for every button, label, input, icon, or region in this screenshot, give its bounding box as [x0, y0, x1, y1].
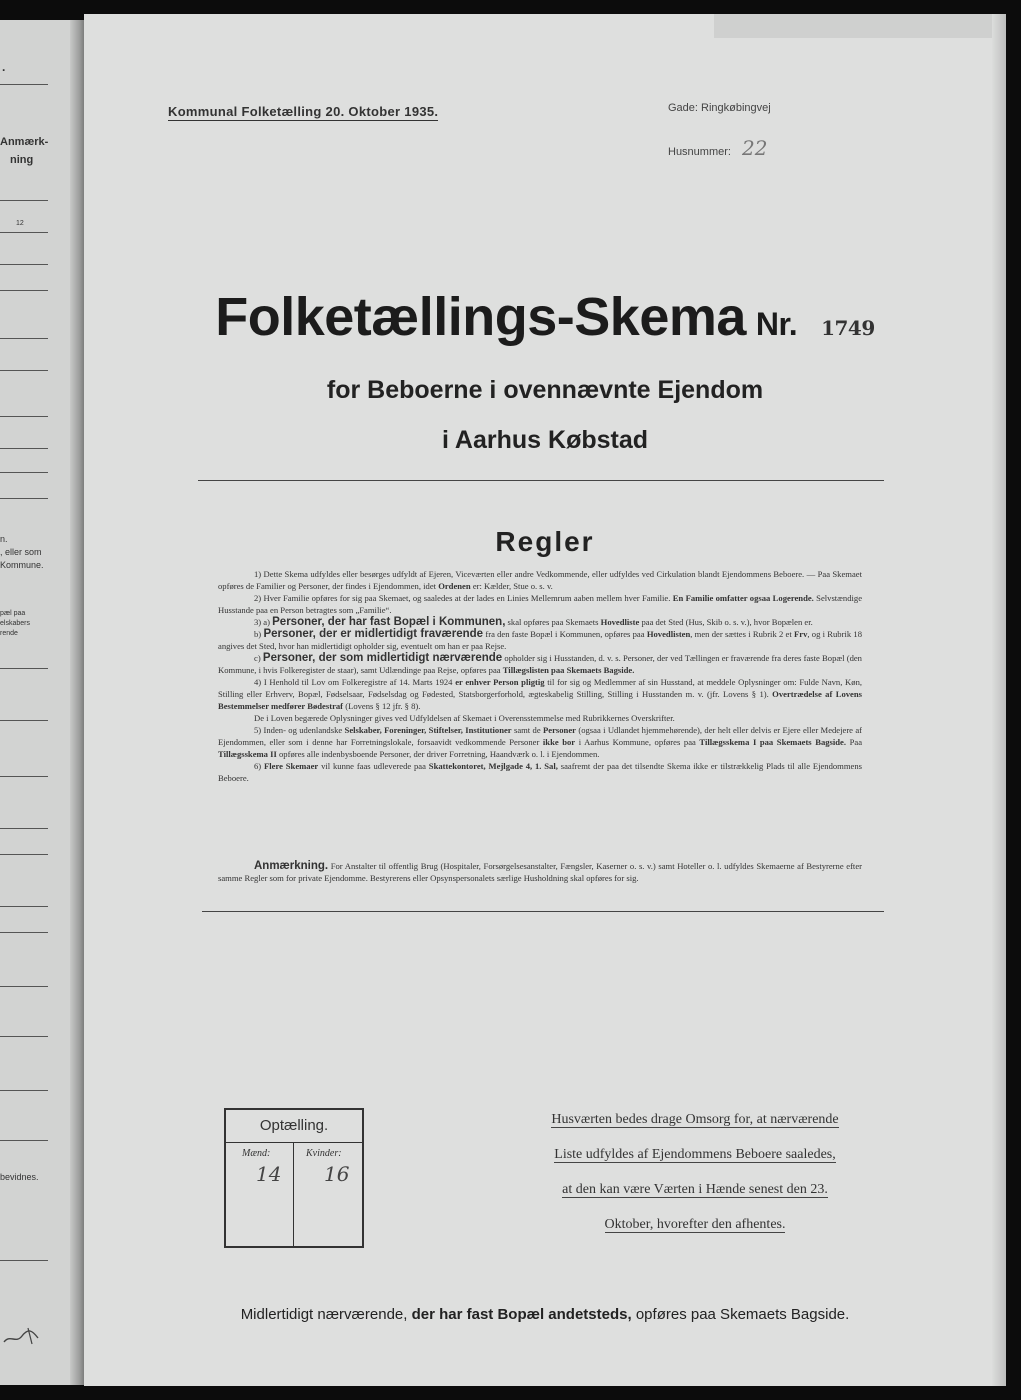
gade-label: Gade:	[668, 102, 698, 114]
left-page-text: , eller som	[0, 547, 42, 557]
maend-value: 14	[256, 1162, 282, 1186]
footer-note	[84, 1306, 1006, 1323]
left-page-rule	[0, 264, 48, 265]
left-page-rule	[0, 472, 48, 473]
form-number: 1749	[821, 316, 875, 340]
left-page-rule	[0, 1090, 48, 1091]
left-page-rule	[0, 828, 48, 829]
census-header: Kommunal Folketælling 20. Oktober 1935.	[168, 104, 439, 119]
anmaerkning-note	[218, 860, 862, 884]
left-page-text: pæl paa	[0, 610, 26, 617]
divider-top	[198, 480, 884, 481]
optaelling-box	[224, 1108, 364, 1248]
left-page-text: rende	[0, 630, 18, 637]
optaelling-title: Optælling.	[226, 1110, 362, 1143]
rule-6: 6) Flere Skemaer vil kunne faas udleverede paa Skattekontoret, Mejlgade 4, 1. Sal, saafremt der paa det tilsendte Skema ikke er tilstrækkelig Plads til alle Ejendommens Beboere.	[218, 761, 863, 783]
left-page-rule	[0, 668, 48, 669]
left-page-rule	[0, 1260, 48, 1261]
left-page-rule	[0, 720, 48, 721]
footer-post: opføres paa Skemaets Bagside.	[635, 1306, 850, 1323]
husnummer-value: 22	[742, 136, 768, 160]
page-top-tab	[714, 14, 1006, 38]
footer-pre: Midlertidigt nærværende,	[240, 1306, 408, 1323]
left-page-rule	[0, 416, 48, 417]
divider-bottom	[202, 911, 884, 912]
left-page-rule	[0, 338, 48, 339]
rule-2: 2) Hver Familie opføres for sig paa Skemaet, og saaledes at der lades en Linies Mellemrum aaben mellem hver Familie. En Familie omfatter ogsaa Logerende. Selvstændige Husstande paa en Person betragtes som „Familie“.	[218, 593, 863, 615]
form-title	[84, 286, 1006, 348]
anmaerkning-text: For Anstalter til offentlig Brug (Hospitaler, Forsørgelsesanstalter, Fængsler, Kaserner o. s. v.) samt Hoteller o. l. udfyldes Skemaerne af Bestyrerne efter samme Regler som for private Ejendomme. Bestyrerens eller Opsynspersonalets særlige Husholdning skal opføres for sig.	[218, 861, 862, 883]
left-page-rule	[0, 1140, 48, 1141]
left-page-text: bevidnes.	[0, 1172, 39, 1182]
rules-text	[218, 568, 862, 784]
maend-label: Mænd:	[242, 1148, 271, 1159]
regler-heading: Regler	[495, 526, 595, 557]
page-right-edge	[992, 14, 1006, 1386]
title-nr-label: Nr.	[755, 306, 798, 342]
rule-5: 5) Inden- og udenlandske Selskaber, Foreninger, Stiftelser, Institutioner samt de Personer (ogsaa i Udlandet hjemmehørende), der helt eller delvis er Ejere eller Medejere af Ejendommen, eller som i denne har Forretningslokale, forsaavidt vedkommende Personer ikke bor i Aarhus Kommune, opføres paa Tillægsskema I paa Skemaets Bagside. Paa Tillægsskema II opføres alle indenbysboende Personer, der driver Forretning, Haandværk o. l. i Ejendommen.	[218, 725, 863, 759]
gade-field	[668, 102, 771, 114]
subtitle-1: for Beboerne i ovennævnte Ejendom	[326, 376, 764, 404]
rule-3b: b) Personer, der er midlertidigt fraværende fra den faste Bopæl i Kommunen, opføres paa Hovedlisten, men der sættes i Rubrik 2 et Frv, og i Rubrik 18 angives det Sted, hvor han midlertidigt opholder sig, eventuelt om han er paa Rejse.	[218, 628, 863, 651]
left-page-rule	[0, 232, 48, 233]
left-page-text: Kommune.	[0, 560, 44, 570]
rule-1: 1) Dette Skema udfyldes eller besørges udfyldt af Ejeren, Viceværten eller andre Vedkommende, eller udfyldes ved Cirkulation blandt Ejendommens Beboere. — Paa Skemaet opføres de Familier og Personer, der findes i Ejendommen, idet Ordenen er: Kælder, Stue o. s. v.	[218, 569, 862, 591]
left-page-rule	[0, 290, 48, 291]
left-page-rule	[0, 1036, 48, 1037]
left-page-rule	[0, 906, 48, 907]
notice-line: Husværten bedes drage Omsorg for, at nærværende	[551, 1112, 839, 1127]
footer-bold: der har fast Bopæl andetsteds,	[411, 1306, 632, 1323]
left-page-rule	[0, 932, 48, 933]
left-page-rule	[0, 776, 48, 777]
notice-line: Liste udfyldes af Ejendommens Beboere saaledes,	[554, 1147, 836, 1162]
notice-line: Oktober, hvorefter den afhentes.	[604, 1217, 786, 1232]
rule-3c: c) Personer, der som midlertidigt nærværende opholder sig i Husstanden, d. v. s. Personer, der ved Tællingen er fraværende fra deres faste Bopæl (den Kommune, i hvis Folkeregister de staar), samt Udlændinge paa Rejse, opføres paa Tillægslisten paa Skemaets Bagside.	[218, 652, 862, 675]
left-page-text: Anmærk-	[0, 136, 49, 148]
left-page-rule	[0, 986, 48, 987]
rule-3a: 3) a) Personer, der har fast Bopæl i Kommunen, skal opføres paa Skemaets Hovedliste paa det Sted (Hus, Skib o. s. v.), hvor Bopælen er.	[254, 616, 813, 628]
left-page-text: n.	[0, 534, 8, 544]
title-main: Folketællings-Skema	[215, 287, 746, 347]
landlord-notice	[520, 1110, 870, 1250]
rule-4b: De i Loven begærede Oplysninger gives ved Udfyldelsen af Skemaet i Overensstemmelse med Rubrikkernes Overskrifter.	[254, 713, 675, 723]
left-page-rule	[0, 498, 48, 499]
left-page-rule	[0, 448, 48, 449]
left-page-rule	[0, 200, 48, 201]
census-form-page	[84, 14, 1006, 1386]
husnummer-field	[668, 136, 767, 160]
left-page-rule	[0, 370, 48, 371]
kvinder-label: Kvinder:	[306, 1148, 342, 1159]
optaelling-divider	[293, 1143, 294, 1246]
anmaerkning-label: Anmærkning.	[254, 860, 329, 872]
signature-mark	[2, 1324, 42, 1348]
kvinder-value: 16	[324, 1162, 350, 1186]
left-page-text: ning	[10, 154, 34, 166]
left-page-rule	[0, 84, 48, 85]
left-page-text: .	[2, 60, 6, 74]
left-page-text: elskabers	[0, 620, 30, 627]
rule-4: 4) I Henhold til Lov om Folkeregistre af 14. Marts 1924 er enhver Person pligtig til for sig og Medlemmer af sin Husstand, at meddele Oplysninger om: Fulde Navn, Køn, Stilling eller Erhverv, Bopæl, Fødselsaar, Fødselsdag og Fødested, Statsborgerforhold, ægteskabelig Stilling, Stilling i Husstanden m. v. (jfr. Lovens § 1). Overtrædelse af Lovens Bestemmelser medfører Bødestraf (Lovens § 12 jfr. § 8).	[218, 677, 863, 711]
subtitle-2: i Aarhus Købstad	[441, 426, 649, 454]
previous-page-edge	[0, 20, 86, 1385]
left-page-text: 12	[16, 220, 24, 227]
gade-value: Ringkøbingvej	[701, 102, 771, 114]
husnummer-label: Husnummer:	[668, 146, 731, 158]
left-page-rule	[0, 854, 48, 855]
notice-line: at den kan være Værten i Hænde senest den 23.	[562, 1182, 828, 1197]
